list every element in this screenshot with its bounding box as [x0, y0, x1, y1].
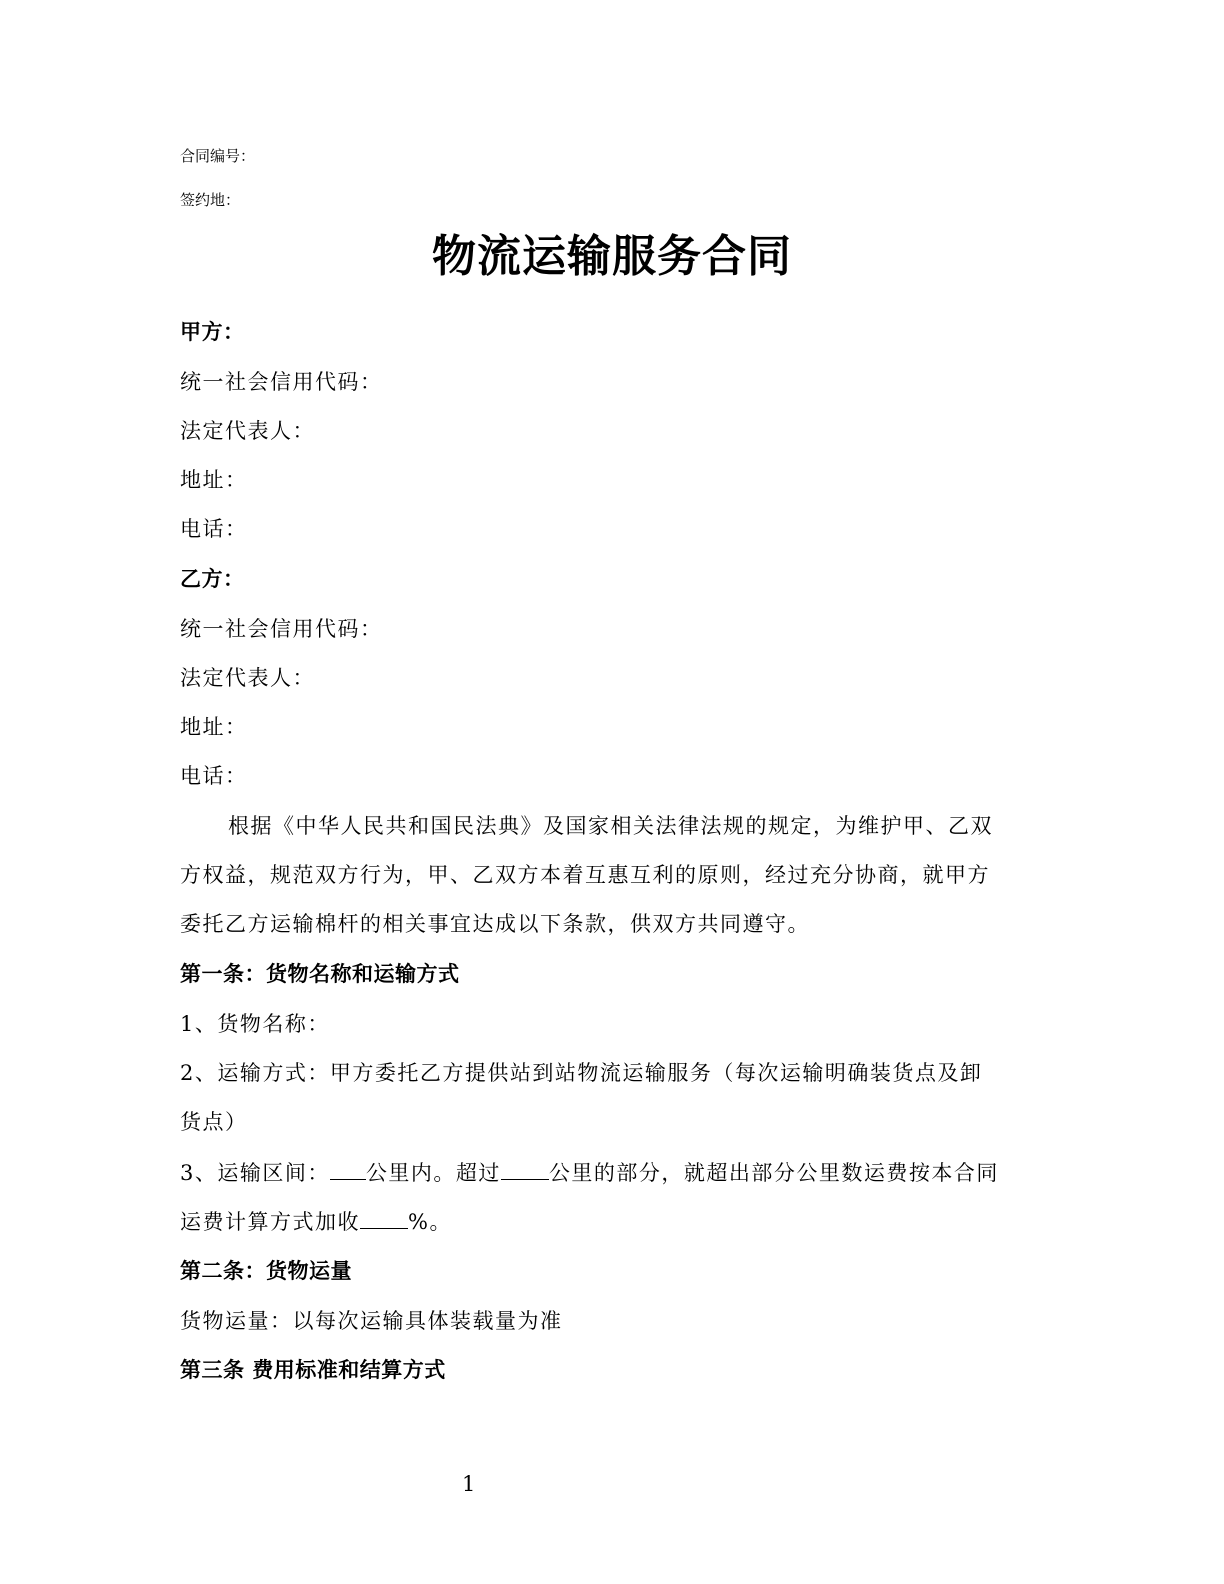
article-1-item-2-line-2: 货点）: [180, 1110, 248, 1134]
article-2-heading: 第二条：货物运量: [180, 1259, 352, 1283]
sign-place-label: 签约地：: [180, 191, 241, 209]
preamble-line-1: 根据《中华人民共和国民法典》及国家相关法律法规的规定，为维护甲、乙双: [228, 814, 993, 838]
contract-number-label: 合同编号：: [180, 147, 256, 165]
page-number: 1: [462, 1472, 476, 1496]
party-b-heading: 乙方：: [180, 567, 245, 591]
document-title: 物流运输服务合同: [432, 231, 792, 282]
article-1-item-3-line-1: [180, 1157, 999, 1188]
party-b-legal-rep: 法定代表人：: [180, 666, 315, 690]
item-3-text-b: 公里内。超过: [365, 1161, 501, 1185]
party-a-legal-rep: 法定代表人：: [180, 419, 315, 443]
item-3-text-e: %。: [408, 1210, 452, 1234]
article-1-heading: 第一条：货物名称和运输方式: [180, 962, 460, 986]
party-a-address: 地址：: [180, 468, 248, 492]
preamble-line-2: 方权益，规范双方行为，甲、乙双方本着互惠互利的原则，经过充分协商，就甲方: [180, 863, 990, 887]
surcharge-percent-blank: [360, 1206, 408, 1229]
party-a-heading: 甲方：: [180, 320, 245, 344]
distance-blank: [330, 1157, 366, 1180]
party-b-phone: 电话：: [180, 764, 248, 788]
item-3-text-d: 运费计算方式加收: [180, 1210, 360, 1234]
party-b-address: 地址：: [180, 715, 248, 739]
article-1-item-3-line-2: [180, 1206, 452, 1237]
party-b-credit-code: 统一社会信用代码：: [180, 617, 383, 641]
article-1-item-2-line-1: 2、运输方式：甲方委托乙方提供站到站物流运输服务（每次运输明确装货点及卸: [180, 1061, 983, 1085]
party-a-credit-code: 统一社会信用代码：: [180, 370, 383, 394]
item-3-text-a: 3、运输区间：: [180, 1161, 330, 1185]
article-1-item-1: 1、货物名称：: [180, 1012, 330, 1036]
party-a-phone: 电话：: [180, 517, 248, 541]
item-3-text-c: 公里的部分，就超出部分公里数运费按本合同: [548, 1161, 999, 1185]
article-2-content: 货物运量：以每次运输具体装载量为准: [180, 1309, 563, 1333]
article-3-heading: 第三条 费用标准和结算方式: [180, 1358, 446, 1382]
excess-distance-blank: [501, 1157, 549, 1180]
preamble-line-3: 委托乙方运输棉杆的相关事宜达成以下条款，供双方共同遵守。: [180, 912, 810, 936]
